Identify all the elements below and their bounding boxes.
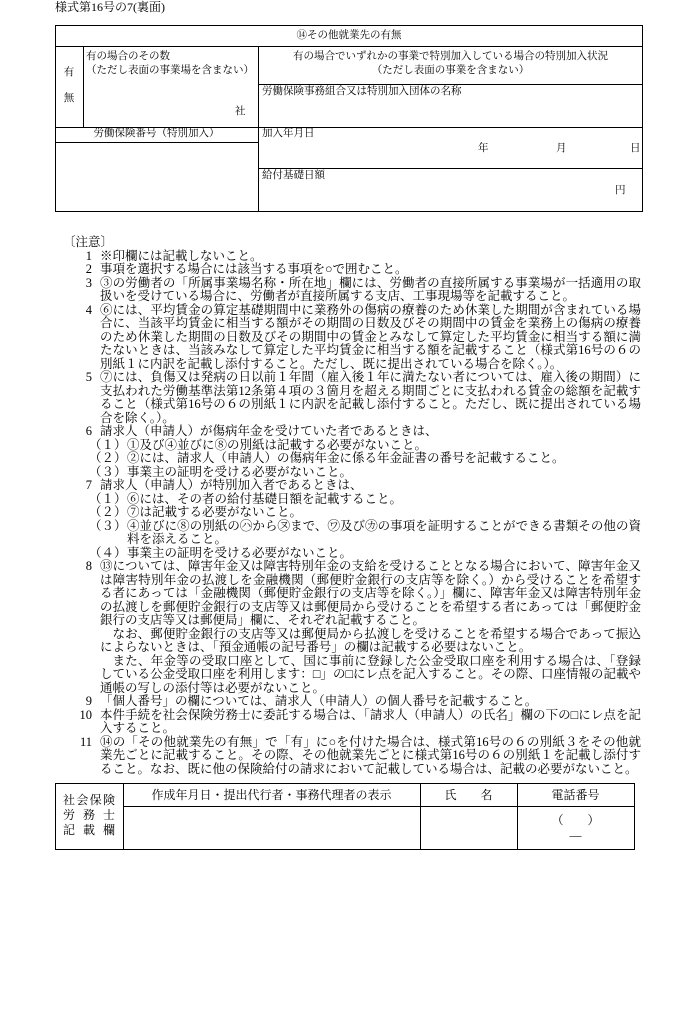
note-number: 9	[85, 694, 92, 708]
note-item	[0, 371, 641, 425]
subitem-text: ②には、請求人（申請人）の傷病年金に係る年金証書の番号を記載すること。	[127, 451, 565, 465]
month-unit: 月	[556, 143, 567, 154]
note-item	[0, 304, 641, 372]
association-name-label: 労働保険事務組合又は特別加入団体の名称	[262, 86, 462, 97]
phone-column-header: 電話番号	[551, 788, 600, 802]
note-number: 10	[79, 707, 92, 722]
enrollment-date-label: 加入年月日	[262, 128, 315, 139]
no-mark: 無	[63, 93, 75, 104]
subitem-label: （２）	[89, 505, 127, 519]
note-text: ⑭の「その他就業先の有無」で「有」に○を付けた場合は、様式第16号の６の別紙３をその他就業先ごとに記載すること。その際、その他就業先ごとに様式第16号の６の別紙１を記載し添付すること。なお、既に他の保険給付の請求において記載している場合は、記載の必要がないこと。	[100, 734, 641, 776]
phone-area-code-brackets: （ ）	[551, 813, 600, 827]
special-enrollment-label: 有の場合でいずれかの事業で特別加入している場合の特別加入状況	[293, 51, 608, 62]
table-divider	[258, 168, 643, 169]
sharoushi-label-line-3: 記 載 欄	[63, 823, 115, 837]
note-text: ※印欄には記載しないこと。	[100, 248, 263, 263]
sharoushi-table	[55, 783, 635, 850]
yes-mark: 有	[63, 67, 75, 78]
subitem-label: （４）	[89, 545, 127, 560]
other-workplaces-header: ⑭その他就業先の有無	[296, 30, 402, 41]
subitem-label: （３）	[89, 464, 127, 479]
note-item	[0, 277, 641, 304]
count-label: 有の場合のその数	[86, 51, 170, 62]
note-text: 本件手続を社会保険労務士に委託する場合は、「請求人（申請人）の氏名」欄の下の□にレ点を記入すること。	[100, 707, 641, 735]
note-text: ⑥には、平均賃金の算定基礎期間中に業務外の傷病の療養のため休業した期間が含まれている場合に、当該平均賃金に相当する額がその期間の日数及びその期間中の賃金を業務上の傷病の療養のため休業した期間の日数及びその期間中の賃金とみなして算定した平均賃金に相当する額に満たないときは、当該みなして算定した平均賃金に相当する額を記載すること（様式第16号の６の別紙１に内訳を記載し添付すること。ただし、既に提出されている場合を除く。）。	[100, 302, 641, 371]
note-item	[0, 736, 641, 777]
subitem-text: ⑥には、その者の給付基礎日額を記載すること。	[127, 491, 403, 506]
year-unit: 年	[478, 143, 489, 154]
note-subitem	[0, 506, 641, 520]
note-number: 8	[85, 559, 92, 573]
note-item	[0, 425, 641, 439]
note-number: 11	[79, 734, 92, 749]
note-item	[0, 263, 641, 277]
note-paragraph: なお、郵便貯金銀行の支店等又は郵便局から払渡しを受けることを希望する場合であって振込によらないときは、「預金通帳の記号番号」の欄は記載する必要はないこと。	[100, 626, 641, 654]
note-item	[0, 709, 641, 736]
day-unit: 日	[630, 143, 641, 154]
note-text: 事項を選択する場合には該当する事項を○で囲むこと。	[100, 262, 408, 276]
table-divider	[83, 46, 84, 127]
subitem-text: ⑦は記載する必要がないこと。	[127, 505, 303, 519]
name-column-header: 氏 名	[444, 788, 493, 802]
count-note: （ただし表面の事業場を含まない）	[86, 65, 254, 76]
note-number: 4	[85, 302, 92, 317]
note-subitem	[0, 493, 641, 507]
subitem-label: （３）	[89, 518, 127, 533]
note-number: 1	[85, 248, 92, 263]
special-enrollment-note: （ただし表面の事業を含まない）	[371, 65, 530, 76]
note-text: 請求人（申請人）が傷病年金を受けていた者であるときは、	[100, 424, 438, 438]
subitem-label: （１）	[89, 491, 127, 506]
table-divider	[258, 127, 643, 128]
note-number: 5	[85, 370, 92, 384]
note-number: 2	[85, 262, 92, 276]
note-item	[0, 250, 641, 264]
phone-dash: —	[569, 828, 582, 842]
note-subitem	[0, 547, 641, 561]
display-column-header: 作成年月日・提出代行者・事務代理者の表示	[151, 788, 392, 802]
note-subitem	[0, 439, 641, 453]
subitem-text: ④並びに⑧の別紙の㋩から㋦まで、㋻及び㋕の事項を証明することができる書類その他の資料を添えること。	[127, 518, 641, 546]
table-divider	[258, 84, 643, 85]
count-unit: 社	[235, 106, 246, 117]
note-text: ③の労働者の「所属事業場名称・所在地」欄には、労働者の直接所属する事業場が一括適用の取扱いを受けている場合に、労働者が直接所属する支店、工事現場等を記載すること。	[100, 275, 641, 303]
yen-unit: 円	[615, 185, 626, 196]
notes-heading: 〔注意〕	[63, 235, 114, 249]
note-paragraph: また、年金等の受取口座として、国に事前に登録した公金受取口座を利用する場合は、「登録している公金受取口座を利用します：□」の□にレ点を記入すること。その際、口座情報の記載や通帳の写しの添付等は必要がないこと。	[100, 653, 641, 695]
sharoushi-label-line-1: 社会保険	[63, 793, 115, 807]
note-text: 請求人（申請人）が特別加入者であるときは、	[100, 478, 363, 492]
note-item	[0, 479, 641, 493]
note-subitem	[0, 452, 641, 466]
sharoushi-label-line-2: 労 務 士	[63, 808, 115, 822]
note-subitem	[0, 466, 641, 480]
table-divider	[123, 806, 634, 807]
note-number: 6	[85, 424, 92, 438]
subitem-text: ①及び④並びに⑧の別紙は記載する必要がないこと。	[127, 437, 428, 452]
notes-section	[0, 236, 698, 850]
note-item	[0, 560, 641, 628]
table-divider	[55, 142, 258, 143]
note-text: ⑦には、負傷又は発病の日以前１年間（雇入後１年に満たない者については、雇入後の期間）に支払われた労働基準法第12条第４項の３箇月を超える期間ごとに支払われる賃金の総額を記載すること（様式第16号の６の別紙１に内訳を記載し添付すること。ただし、既に提出されている場合を除く。）。	[100, 370, 641, 425]
table-divider	[55, 46, 643, 47]
subitem-text: 事業主の証明を受ける必要がないこと。	[127, 464, 353, 479]
note-item	[0, 695, 641, 709]
note-text: 「個人番号」の欄については、請求人（申請人）の個人番号を記載すること。	[100, 694, 538, 708]
note-subitem	[0, 520, 641, 547]
note-text: ⑬については、障害年金又は障害特別年金の支給を受けることとなる場合において、障害年金又は障害特別年金の払渡しを金融機関（郵便貯金銀行の支店等を除く。）から受けることを希望する者にあっては「金融機関（郵便貯金銀行の支店等を除く。）」欄に、障害年金又は障害特別年金の払渡しを郵便貯金銀行の支店等又は郵便局から受けることを希望する者にあっては「郵便貯金銀行の支店等又は郵便局」欄に、それぞれ記載すること。	[100, 559, 641, 627]
daily-benefit-base-label: 給付基礎日額	[262, 170, 325, 181]
note-number: 7	[85, 478, 92, 492]
labor-insurance-no-label: 労働保険番号（特別加入）	[93, 128, 220, 139]
subitem-label: （１）	[89, 437, 127, 452]
note-number: 3	[85, 275, 92, 290]
subitem-text: 事業主の証明を受ける必要がないこと。	[127, 545, 353, 560]
form-title: 様式第16号の7(裏面)	[55, 0, 165, 14]
subitem-label: （２）	[89, 451, 127, 465]
